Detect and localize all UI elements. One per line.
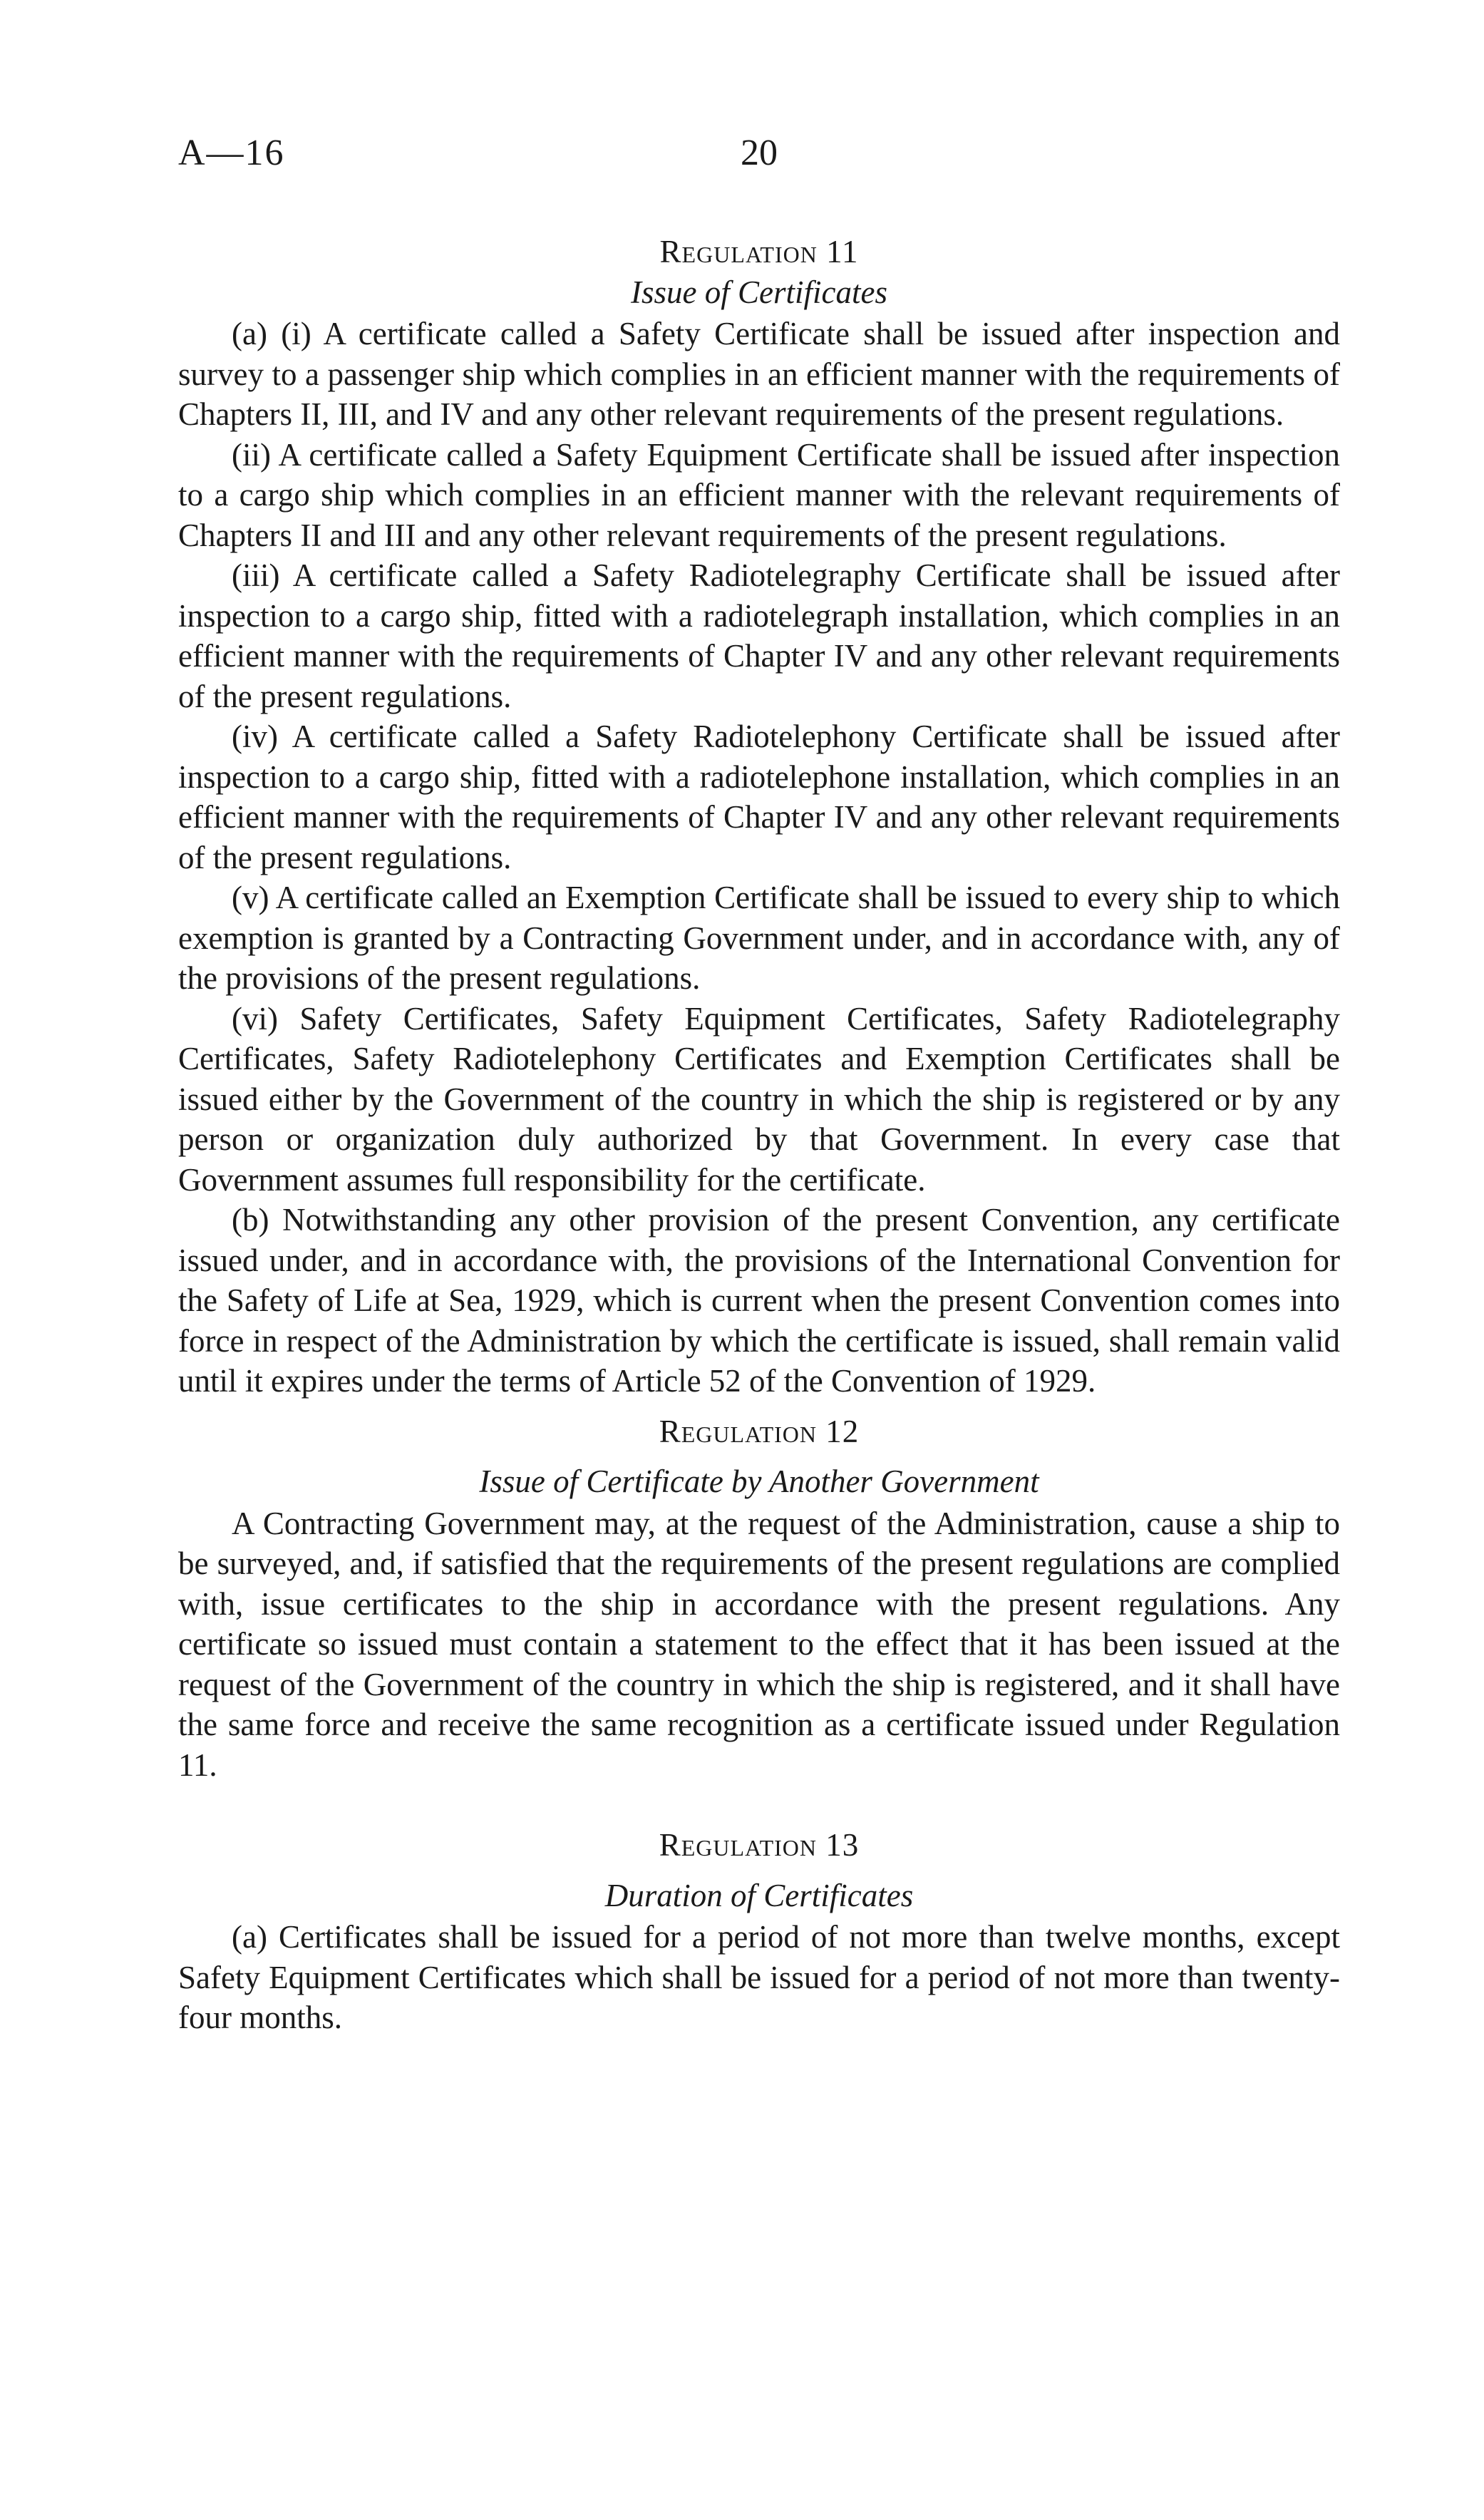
paragraph: (iv) A certificate called a Safety Radiotelephony Certificate shall be issued after inspection to a cargo ship, fitted with a radiotelephone installation, which complies in an efficient manner with the requirements of Chapter IV and any other relevant requirements of the present regulations. [178, 719, 1340, 875]
regulation-subtitle: Issue of Certificates [631, 274, 887, 310]
paragraph: (a) Certificates shall be issued for a period of not more than twelve months, except Safety Equipment Certificates which shall be issued for a period of not more than twenty-four months. [178, 1919, 1340, 2035]
page-content [178, 232, 1340, 2038]
regulation-13 [178, 1825, 1340, 2038]
document-id: A—16 [178, 133, 285, 173]
paragraph: A Contracting Government may, at the request of the Administration, cause a ship to be surveyed, and, if satisfied that the requirements of the present regulations are complied with, issue certificates to the ship in accordance with the present regulations. Any certificate so issued must contain a statement to the effect that it has been issued at the request of the Government of the country in which the ship is registered, and it shall have the same force and receive the same recognition as a certificate issued under Regulation 11. [178, 1505, 1340, 1783]
regulation-subtitle: Duration of Certificates [604, 1877, 914, 1913]
paragraph: (a) (i) A certificate called a Safety Certificate shall be issued after inspection and survey to a passenger ship which complies in an efficient manner with the requirements of Chapters II, III, and IV and any other relevant requirements of the present regulations. [178, 316, 1340, 432]
page-header [178, 132, 1340, 189]
regulation-12 [178, 1402, 1340, 1786]
regulation-heading: Regulation 12 [659, 1413, 860, 1449]
regulation-heading: Regulation 11 [659, 234, 859, 269]
regulation-11 [178, 232, 1340, 1402]
regulation-heading: Regulation 13 [659, 1827, 860, 1863]
page-number: 20 [741, 133, 778, 173]
paragraph: (ii) A certificate called a Safety Equipment Certificate shall be issued after inspection to a cargo ship which complies in an efficient manner with the relevant requirements of Chapters II and III and any other relevant requirements of the present regulations. [178, 436, 1340, 553]
paragraph: (v) A certificate called an Exemption Certificate shall be issued to every ship to which exemption is granted by a Contracting Government under, and in accordance with, any of the provisions of the present regulations. [178, 880, 1340, 996]
regulation-subtitle: Issue of Certificate by Another Government [479, 1464, 1039, 1499]
paragraph: (vi) Safety Certificates, Safety Equipment Certificates, Safety Radiotelegraphy Certificates, Safety Radiotelephony Certificates and Exemption Certificates shall be issued either by the Government of the country in which the ship is registered or by any person or organization duly authorized by that Government. In every case that Government assumes full responsibility for the certificate. [178, 1000, 1340, 1198]
paragraph: (iii) A certificate called a Safety Radiotelegraphy Certificate shall be issued after inspection to a cargo ship, fitted with a radiotelegraph installation, which complies in an efficient manner with the requirements of Chapter IV and any other relevant requirements of the present regulations. [178, 557, 1340, 714]
paragraph: (b) Notwithstanding any other provision of the present Convention, any certificate issued under, and in accordance with, the provisions of the International Convention for the Safety of Life at Sea, 1929, which is current when the present Convention comes into force in respect of the Administration by which the certificate is issued, shall remain valid until it expires under the terms of Article 52 of the Convention of 1929. [178, 1202, 1340, 1399]
